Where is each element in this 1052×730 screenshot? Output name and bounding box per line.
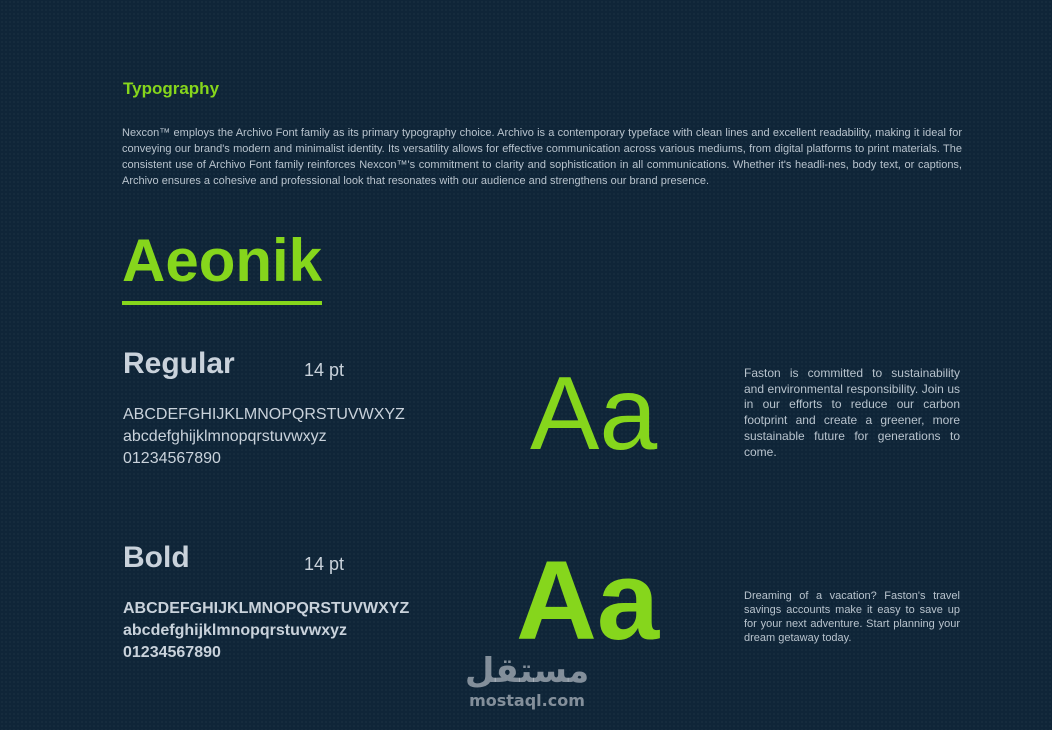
bold-weight-title: Bold <box>123 541 190 574</box>
bold-uppercase: ABCDEFGHIJKLMNOPQRSTUVWXYZ <box>123 600 410 617</box>
regular-weight-title: Regular <box>123 347 235 380</box>
regular-sample-text: Faston is committed to sustainability and environmental responsibility. Join us in our efforts to reduce our carbon footprint and create a greener, more sustainable future for generations to come. <box>744 366 960 459</box>
bold-sample-text: Dreaming of a vacation? Faston's travel savings accounts make it easy to save up for your next adventure. Start planning your dream getaway today. <box>744 590 960 644</box>
bold-weight-size: 14 pt <box>304 554 345 574</box>
regular-digits: 01234567890 <box>123 450 221 467</box>
bold-digits: 01234567890 <box>123 644 221 661</box>
bold-specimen: Aa <box>516 538 660 663</box>
section-title: Typography <box>123 79 220 98</box>
regular-charset <box>123 404 405 470</box>
regular-lowercase: abcdefghijklmnopqrstuvwxyz <box>123 428 327 445</box>
regular-weight-size: 14 pt <box>304 360 345 380</box>
bold-charset <box>123 598 409 664</box>
mostaql-watermark <box>462 650 592 710</box>
bold-lowercase: abcdefghijklmnopqrstuvwxyz <box>123 622 348 639</box>
regular-uppercase: ABCDEFGHIJKLMNOPQRSTUVWXYZ <box>123 406 405 423</box>
regular-specimen: Aa <box>530 356 658 472</box>
intro-paragraph: Nexcon™ employs the Archivo Font family as its primary typography choice. Archivo is a contemporary typeface with clean lines and excellent readability, making it ideal for conveying our brand's modern and minimalist identity. Its versatility allows for effective communication across various mediums, from digital platforms to print materials. The consistent use of Archivo Font family reinforces Nexcon™'s commitment to clarity and sophistication in all communications. Whether it's headli-nes, body text, or captions, Archivo ensures a cohesive and professional look that resonates with our audience and strengthens our brand presence. <box>122 127 962 187</box>
watermark-arabic: مستقل <box>464 651 590 691</box>
font-family-name: Aeonik <box>122 225 322 305</box>
watermark-latin: mostaql.com <box>469 691 585 710</box>
